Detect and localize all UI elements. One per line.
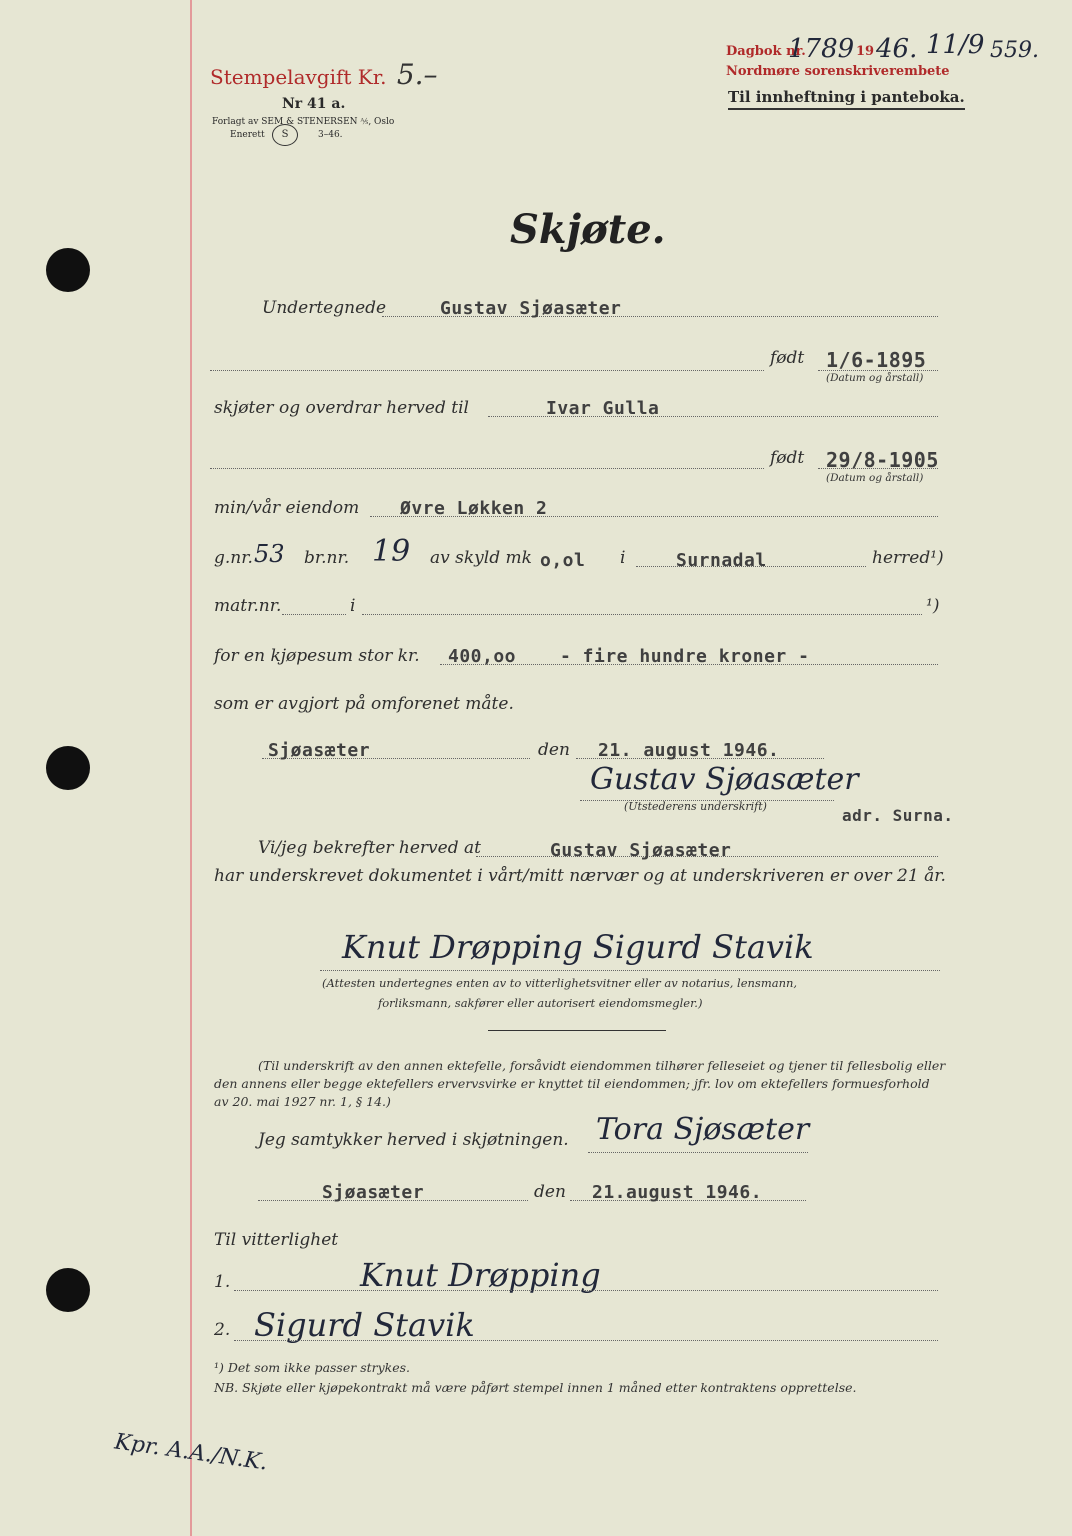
attest-label: Vi/jeg bekrefter herved at [258,838,481,858]
footnote-2: NB. Skjøte eller kjøpekontrakt må være påført stempel innen 1 måned etter kontraktens opprettelse. [214,1380,857,1395]
dagbok-year: 46. [876,34,918,64]
skyld-label: av skyld mk [430,548,532,568]
witness-signatures: Knut Drøpping Sigurd Stavik [342,928,814,966]
publisher-rights: Enerett [230,130,265,140]
attest-note2: forliksmann, sakfører eller autorisert eiendomsmegler.) [378,996,703,1010]
margin-line [190,0,192,1536]
page-number: 559. [990,38,1039,63]
punch-hole-bottom [46,1268,90,1312]
seller-born-label: født [770,348,805,368]
sign-date: 21. august 1946. [598,740,780,761]
seller-name: Gustav Sjøasæter [440,298,622,319]
witness-number-2: 2. [214,1320,231,1340]
witness-2-signature: Sigurd Stavik [254,1306,475,1344]
divider [488,1030,666,1031]
gnr-label: g.nr. [214,548,253,568]
seller-address: adr. Surna. [842,806,954,825]
dagbok-date: 11/9 [926,30,985,60]
property-name: Øvre Løkken 2 [400,498,548,519]
spouse-note3: av 20. mai 1927 nr. 1, § 14.) [214,1094,391,1109]
herred-name: Surnadal [676,550,767,571]
brnr-value: 19 [372,534,411,569]
consent-date: 21.august 1946. [592,1182,763,1203]
document-title: Skjøte. [510,206,666,253]
price-label: for en kjøpesum stor kr. [214,646,420,666]
publisher-date: 3–46. [318,130,343,140]
gnr-value: 53 [254,540,285,568]
buyer-name: Ivar Gulla [546,398,660,419]
witness-label: Til vitterlighet [214,1230,339,1250]
attest-line2: har underskrevet dokumentet i vårt/mitt nærvær og at underskriveren er over 21 år. [214,866,946,886]
spouse-note1: (Til underskrift av den annen ektefelle, forsåvidt eiendommen tilhører felleseiet og tjener til fellesbolig eller [258,1058,946,1073]
dotted-line [320,970,940,971]
property-label: min/vår eiendom [214,498,360,518]
margin-note: Kpr. A.A./N.K. [113,1429,270,1476]
dotted-line [588,1152,808,1153]
consent-place: Sjøasæter [322,1182,425,1203]
price-value: 400,oo [448,646,517,667]
seller-born: 1/6-1895 [826,348,927,372]
herred-i-label: i [620,548,626,568]
dotted-line [234,1340,938,1341]
dotted-line [234,1290,938,1291]
sign-den-label: den [538,740,570,760]
buyer-born-label: født [770,448,805,468]
attest-note1: (Attesten undertegnes enten av to vitterlighetsvitner eller av notarius, lensmann, [322,976,798,990]
undertegnede-label: Undertegnede [262,298,387,318]
stamp-fee-label: Stempelavgift Kr. [210,65,387,89]
dagbok-label: Dagbok nr. [726,44,806,59]
dotted-line [818,370,938,371]
transfer-label: skjøter og overdrar herved til [214,398,469,418]
witness-number-1: 1. [214,1272,231,1292]
datum-hint: (Datum og årstall) [826,472,924,484]
form-number: Nr 41 a. [282,96,346,112]
skyld-value: o,ol [540,550,586,571]
settled-text: som er avgjort på omforenet måte. [214,694,514,714]
dagbok-year-label: 19 [856,44,875,59]
seller-signature: Gustav Sjøasæter [590,762,859,797]
footnote-1: ¹) Det som ikke passer strykes. [214,1360,411,1375]
attest-name: Gustav Sjøasæter [550,840,732,861]
brnr-label: br.nr. [304,548,350,568]
dotted-line [210,468,764,469]
publisher: Forlagt av SEM & STENERSEN ⅍, Oslo [212,117,395,127]
price-words: - fire hundre kroner - [560,646,810,667]
punch-hole-top [46,248,90,292]
stamp-fee-value: 5.– [396,58,438,91]
office-name: Nordmøre sorenskriverembete [726,64,950,79]
matr-note: ¹) [926,596,940,616]
consent-label: Jeg samtykker herved i skjøtningen. [258,1130,569,1150]
dagbok-entry: 1789 [788,34,855,64]
consent-den-label: den [534,1182,566,1202]
witness-1-signature: Knut Drøpping [360,1256,601,1294]
purpose: Til innheftning i panteboka. [728,88,965,110]
herred-label: herred¹) [872,548,944,568]
datum-hint: (Datum og årstall) [826,372,924,384]
spouse-note2: den annens eller begge ektefellers ervervsvirke er knyttet til eiendommen; jfr. lov om ektefellers formuesforhold [214,1076,930,1091]
dotted-line [210,370,764,371]
punch-hole-middle [46,746,90,790]
consent-signature: Tora Sjøsæter [596,1112,810,1147]
buyer-born: 29/8-1905 [826,448,939,472]
stamp-fee [210,58,438,91]
sign-place: Sjøasæter [268,740,371,761]
matr-i-label: i [350,596,356,616]
dotted-line [282,614,346,615]
dotted-line [362,614,922,615]
matr-label: matr.nr. [214,596,282,616]
publisher-logo-icon: S [272,124,298,146]
dotted-line [818,468,938,469]
signature-hint: (Utstederens underskrift) [624,800,767,813]
